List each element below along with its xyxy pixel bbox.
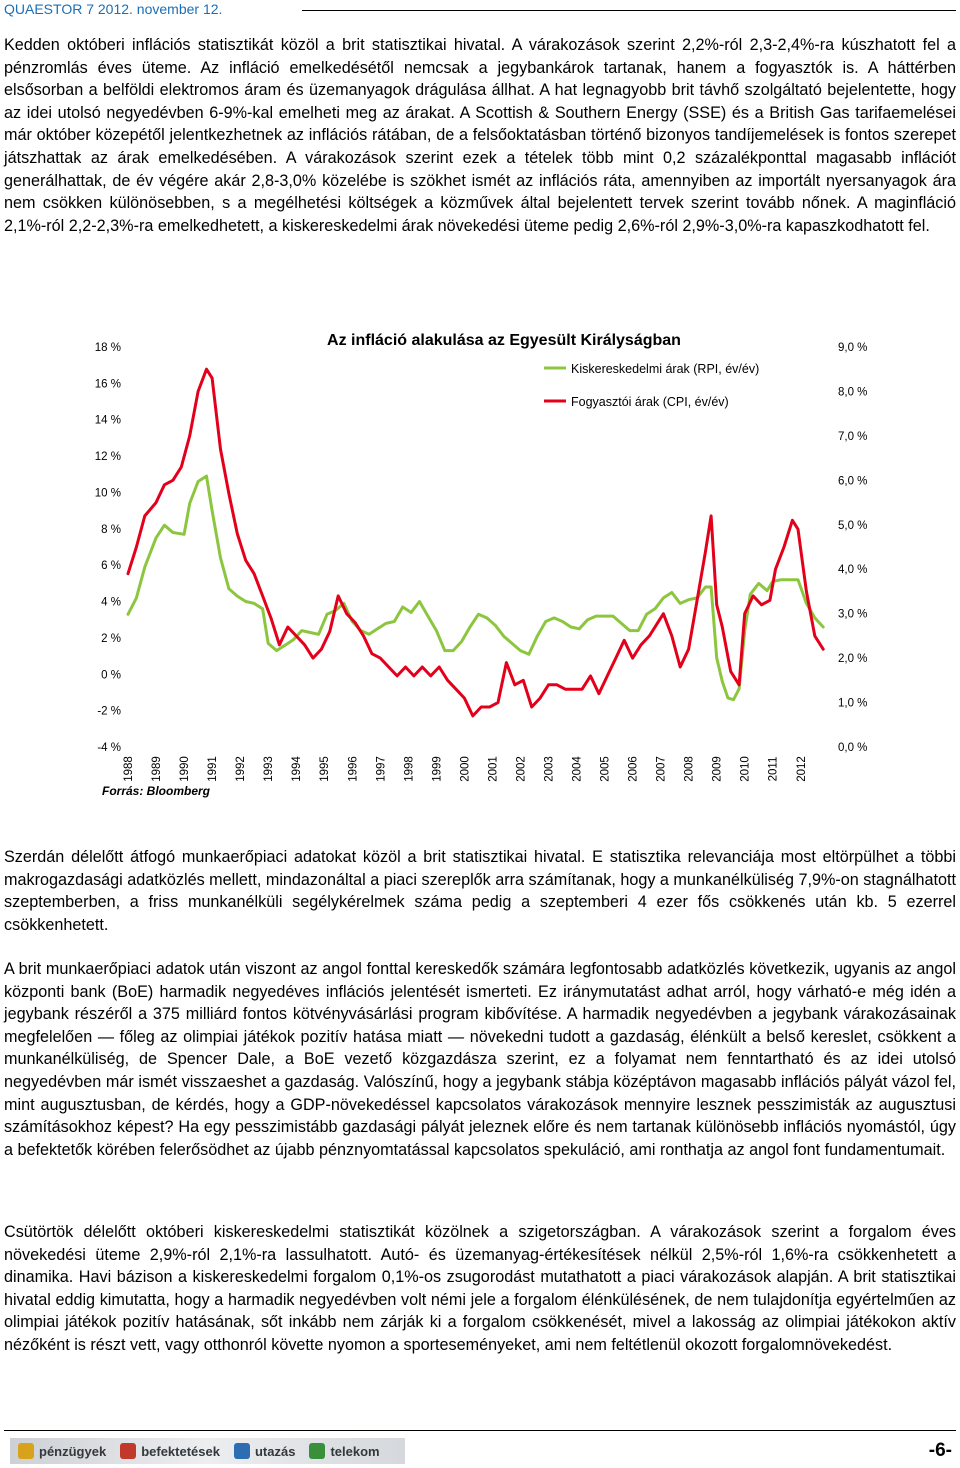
left-axis-ticks [95,342,121,754]
x-axis-ticks [123,756,808,782]
x-axis-tick-label: 1994 [291,756,304,782]
chart-series [128,369,823,716]
publication-title: QUAESTOR 7 2012. november 12. [4,1,223,17]
x-axis-tick-label: 1997 [375,756,388,782]
footer-divider [4,1430,956,1431]
banner-item-finance [18,1443,106,1459]
x-axis-tick-label: 2008 [683,756,696,782]
x-axis-tick-label: 2012 [795,756,808,782]
paragraph-text: Kedden októberi inflációs statisztikát közöl a brit statisztikai hivatal. A várakozások szerint 2,2%-ról 2,3-2,4%-ra kúszhatott fel a pénzromlás éves üteme. Az infláció emelkedésétől nemcsak a jegybankárok tartanak, hanem a fogyasztók is. A háttérben elsősorban a belföldi elektromos áram és üzemanyagok drágulása állhat. A hat legnagyobb brit távhő szolgáltató bejelentette, hogy az idei utolsó negyedévben 6-9%-kal emelheti meg az árakat. A Scottish & Southern Energy (SSE) és a British Gas tarifaemelései már október közepétől jelentkezhetnek az inflációs rátában, de a felsőoktatásban történő bizonyos tandíjemelések is fontos szerepet játszhattak az árak emelkedésében. A várakozások szerint ezek a tételek több mint 0,2 százalékponttal magasabb inflációt generálhattak, de év végére akár 2,8-3,0% közelébe is szökhet ismét az inflációs ráta, amennyiben az importált nyersanyagok ára nem csökken különösebben, s a megélhetési költségek a közművek által bejelentett tervek szerint tovább nőnek. A maginfláció 2,1%-ról 2,2-2,3%-ra emelkedhetett, a kiskereskedelmi árak növekedési üteme pedig 2,6%-ról 2,9%-3,0%-ra kapaszkodhatott fel. [4,36,956,235]
footer-banner [10,1438,405,1464]
banner-label: utazás [254,1443,296,1459]
right-axis-tick-label: 2,0 % [838,653,868,666]
x-axis-tick-label: 1996 [347,756,360,782]
right-axis-ticks [838,342,867,754]
left-axis-tick-label: 18 % [94,342,121,354]
banner-item-telecom [309,1443,379,1459]
chart-source: Forrás: Bloomberg [102,784,211,798]
paragraph-retail-sales [4,1221,956,1357]
x-axis-tick-label: 2003 [543,756,556,782]
right-axis-tick-label: 3,0 % [838,608,868,621]
right-axis-tick-label: 4,0 % [838,564,868,577]
left-axis-tick-label: 4 % [101,596,121,609]
x-axis-tick-label: 1989 [151,756,164,782]
paragraph-text: A brit munkaerőpiaci adatok után viszont az angol fonttal kereskedők számára legfontosabb adatközlés következik, ugyanis az angol központi bank (BoE) harmadik negyedéves inflációs jelentését ismerteti. Ez iránymutatást adhat arról, hogy várható-e még idén a jegybank részéről a 375 milliárd fontos kötvényvásárlási program kibővítése. A harmadik negyedévben a jegybank várakozásainak megfelelően — főleg az olimpiai játékok pozitív hatása miatt — növekedni tudott a gazdaság, élénkült a belső kereslet, csökkent a munkanélküliség, de Spencer Dale, a BoE vezető közgazdásza szerint, ez a folyamat nem fenntartható és az idei utolsó negyedévben már ismét visszaeshet a gazdaság. Valószínű, hogy a jegybank stábja középtávon magasabb inflációs pályát vázol fel, mint augusztusban, de kérdés, hogy a GDP-növekedéssel kapcsolatos várakozások mennyire lesznek pesszimisták az augusztusi számításokhoz képest? Ha egy pesszimistább gazdasági pályát jeleznek előre és nem tartanak különösebb inflációs nyomástól, úgy a befektetők körében felerősödhet az újabb pénznyomtatással kapcsolatos spekuláció, ami ronthatja az angol font fundamentumait. [4,960,956,1159]
left-axis-tick-label: 12 % [94,451,121,464]
left-axis-tick-label: 0 % [101,669,121,682]
page-number: -6- [928,1440,952,1461]
x-axis-tick-label: 2000 [459,756,472,782]
left-axis-tick-label: 10 % [94,487,121,500]
x-axis-tick-label: 1998 [403,756,416,782]
banner-item-travel [234,1443,295,1459]
inflation-chart-svg [0,325,960,815]
right-axis-tick-label: 0,0 % [838,742,868,754]
phone-icon [309,1443,325,1459]
banner-label: telekom [330,1443,380,1459]
x-axis-tick-label: 1992 [235,756,248,782]
x-axis-tick-label: 2010 [739,756,752,782]
plane-icon [234,1443,250,1459]
page-header [0,0,960,20]
x-axis-tick-label: 2004 [571,756,584,782]
right-axis-tick-label: 9,0 % [838,342,868,354]
x-axis-tick-label: 1990 [179,756,192,782]
left-axis-tick-label: -4 % [97,742,121,754]
chart-title: Az infláció alakulása az Egyesült Királyságban [327,332,681,349]
right-axis-tick-label: 1,0 % [838,697,868,710]
paragraph-inflation-outlook [4,34,956,237]
banner-label: befektetések [141,1443,220,1459]
right-axis-tick-label: 5,0 % [838,519,868,532]
x-axis-tick-label: 2002 [515,756,528,782]
legend-rpi-label: Kiskereskedelmi árak (RPI, év/év) [571,362,760,376]
paragraph-boe-report [4,958,956,1161]
paragraph-text: Csütörtök délelőtt októberi kiskereskedelmi statisztikát közölnek a szigetországban. A várakozások szerint a forgalom éves növekedési üteme 2,9%-ról 2,1%-ra lassulhatott. Autó- és üzemanyag-értékesítések nélkül 2,5%-ról 1,6%-ra csökkenhetett a dinamika. Havi bázison a kiskereskedelmi forgalom 0,1%-os zsugorodást mutathatott a piaci várakozások alapján. A brit statisztikai hivatal eddig kimutatta, hogy a harmadik negyedévben volt némi jele a forgalom élénkülésének, de nem tulajdonítja egyértelműen az olimpiai játékok pozitív hatásának, sőt inkább nem zárják ki a forgalom csökkenését, mivel a lakosság az olimpiai játékokon aktív nézőként is részt vett, vagy otthonról követte nyomon a sporteseményeket, ami nem feltétlenül okozott forgalomnövekedést. [4,1223,956,1354]
left-axis-tick-label: 8 % [101,523,121,536]
x-axis-tick-label: 1993 [263,756,276,782]
legend-cpi-label: Fogyasztói árak (CPI, év/év) [571,395,729,409]
coin-stack-icon [18,1443,34,1459]
header-divider [302,10,956,11]
left-axis-tick-label: 2 % [101,632,121,645]
right-axis-tick-label: 6,0 % [838,475,868,488]
x-axis-tick-label: 1988 [123,756,135,782]
x-axis-tick-label: 1991 [207,756,220,782]
left-axis-tick-label: -2 % [97,705,121,718]
chart-legend [544,362,759,409]
left-axis-tick-label: 6 % [101,560,121,573]
x-axis-tick-label: 1999 [431,756,444,782]
x-axis-tick-label: 2011 [767,756,780,782]
left-axis-tick-label: 16 % [94,378,121,391]
x-axis-tick-label: 1995 [319,756,332,782]
inflation-chart [0,325,960,815]
page-footer [0,1430,960,1468]
paragraph-text: Szerdán délelőtt átfogó munkaerőpiaci adatokat közöl a brit statisztikai hivatal. E statisztika relevanciája most eltörpülhet a többi makrogazdasági adatközlés mellett, mindazonáltal a piaci szereplők arra számítanak, hogy a munkanélküliség 7,9%-on stagnálhatott szeptemberben, a friss munkanélküli segélykérelmek száma pedig a szeptemberi 4 ezer fős csökkenés után kb. 5 ezerrel csökkenhetett. [4,848,956,934]
right-axis-tick-label: 8,0 % [838,386,868,399]
banner-item-investments [120,1443,220,1459]
banner-label: pénzügyek [39,1443,107,1459]
right-axis-tick-label: 7,0 % [838,430,868,443]
x-axis-tick-label: 2001 [487,756,500,782]
chart-icon [120,1443,136,1459]
x-axis-tick-label: 2006 [627,756,640,782]
left-axis-tick-label: 14 % [94,414,121,427]
x-axis-tick-label: 2007 [655,756,668,782]
x-axis-tick-label: 2009 [711,756,724,782]
paragraph-labour-market [4,846,956,936]
x-axis-tick-label: 2005 [599,756,612,782]
